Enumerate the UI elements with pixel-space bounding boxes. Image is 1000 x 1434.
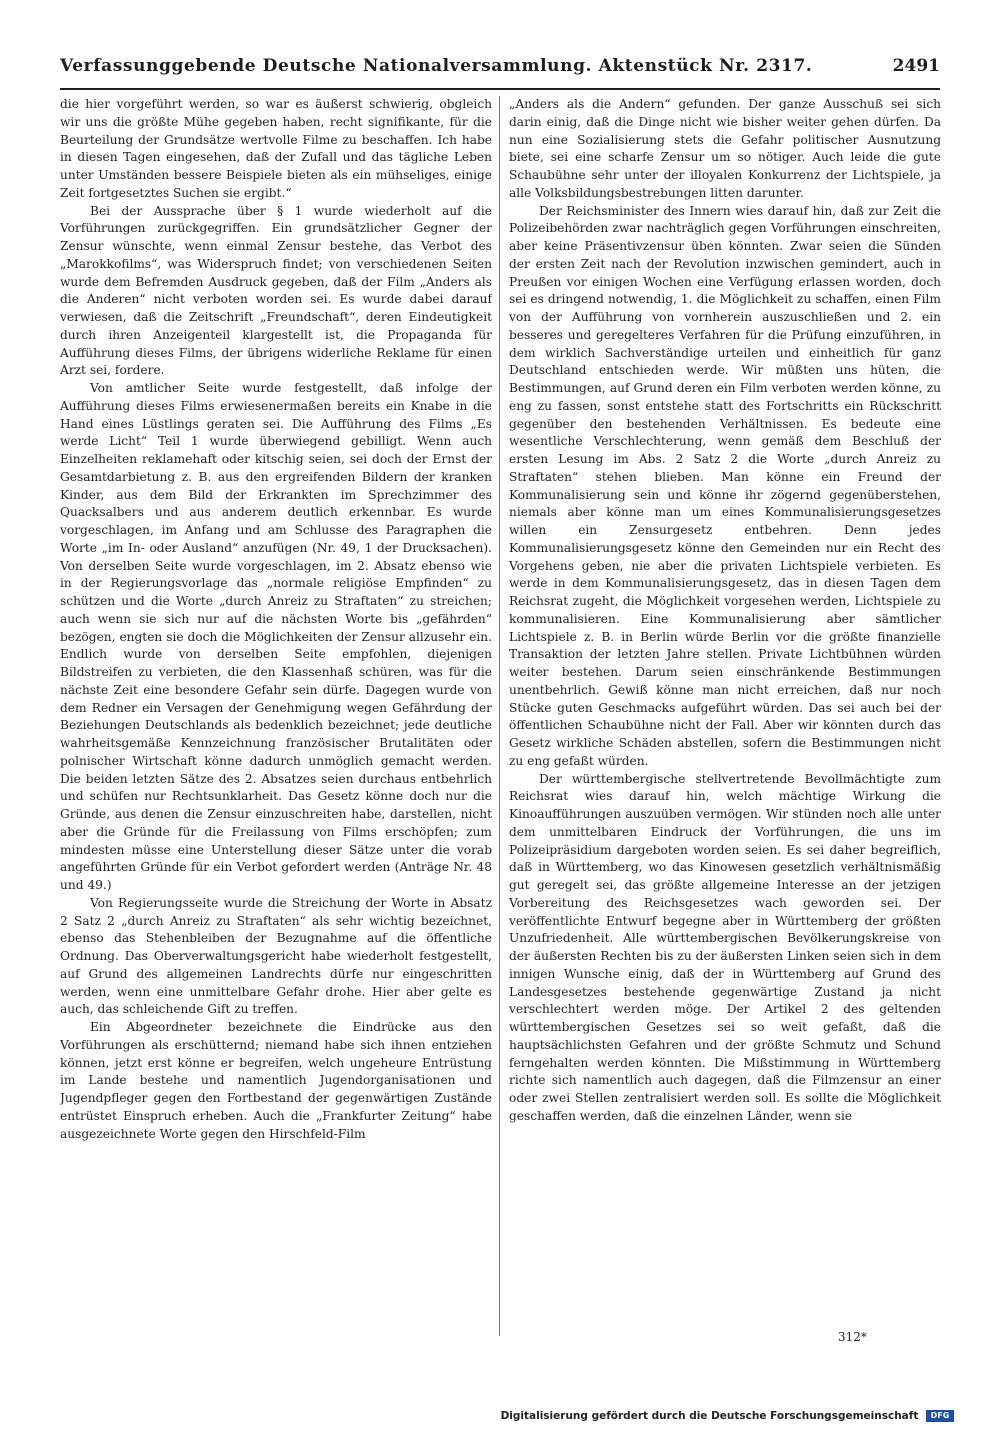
right-paragraph-1: „Anders als die Andern“ gefunden. Der ganze Ausschuß sei sich darin einig, daß die Dinge nicht wie bisher weiter gehen dürfen. Da nun eine Sozialisierung stets die Gefahr politischer Ausnutzung biete, sei eine scharfe Zensur um so nötiger. Auch leide die gute Schaubühne sehr unter der illoyalen Konkurrenz der Lichtspiele, ja alle Volksbildungsbestrebungen litten darunter.: [509, 97, 941, 200]
right-column: [509, 96, 941, 1346]
header-title: Verfassunggebende Deutsche Nationalversammlung. Aktenstück Nr. 2317.: [60, 56, 813, 76]
page-number: 2491: [892, 56, 940, 76]
left-paragraph-1: die hier vorgeführt werden, so war es äußerst schwierig, obgleich wir uns die größte Mühe gegeben haben, recht signifikante, für die Beurteilung der Grundsätze wertvolle Filme zu beschaffen. Ich habe in diesen Tagen eingesehen, daß der Zufall und das tägliche Leben unter Umständen bessere Beispiele bieten als ein mühseliges, einige Zeit fortgesetztes Suchen sie ergibt.“: [60, 97, 492, 200]
left-paragraph-5: Ein Abgeordneter bezeichnete die Eindrücke aus den Vorführungen als erschütternd; niemand habe sich ihnen entziehen können, jetzt erst könne er begreifen, welch ungeheure Entrüstung im Lande bestehe und namentlich Jugendorganisationen und Jugendpfleger gegen den Fortbestand der gegenwärtigen Zustände entrüstet Einspruch erheben. Auch die „Frankfurter Zeitung“ habe ausgezeichnete Worte gegen den Hirschfeld-Film: [60, 1020, 492, 1141]
dfg-logo-icon: DFG: [926, 1410, 954, 1422]
signature-mark: 312*: [838, 1330, 867, 1344]
left-paragraph-4: Von Regierungsseite wurde die Streichung der Worte in Absatz 2 Satz 2 „durch Anreiz zu Straftaten“ als sehr wichtig bezeichnet, ebenso das Stehenbleiben der Bezugnahme auf die öffentliche Ordnung. Das Oberverwaltungsgericht habe wiederholt festgestellt, auf Grund des allgemeinen Landrechts dürfe nur eingeschritten werden, wenn eine unmittelbare Gefahr drohe. Hier aber gelte es auch, das schleichende Gift zu treffen.: [60, 895, 492, 1017]
footer-note: [501, 1410, 954, 1422]
column-divider: [499, 96, 500, 1336]
left-column: [60, 96, 492, 1346]
header-rule: [60, 88, 940, 90]
right-paragraph-2: Der Reichsminister des Innern wies darauf hin, daß zur Zeit die Polizeibehörden zwar nachträglich gegen Vorführungen einschreiten, aber keine Präsentivzensur üben könnten. Zwar seien die Sünden der ersten Zeit nach der Revolution inzwischen gemindert, auch in Preußen vor einigen Wochen eine Verfügung erlassen worden, doch sei es dringend notwendig, 1. die Möglichkeit zu schaffen, einen Film von der Aufführung von vornherein auszuschließen und 2. ein besseres und geregelteres Verfahren für die Prüfung einzuführen, in dem wirklich Sachverständige urteilen und einheitlich für ganz Deutschland entschieden werde. Wir müßten uns hüten, die Bestimmungen, auf Grund deren ein Film verboten werden könne, zu eng zu fassen, sonst entstehe statt des Fortschritts ein Rückschritt gegenüber den bestehenden Verhältnissen. Es bedeute eine wesentliche Verschlechterung, wenn gemäß dem Beschluß der ersten Lesung im Abs. 2 Satz 2 die Worte „durch Anreiz zu Straftaten“ stehen blieben. Man könne ein Freund der Kommunalisierung sein und könne ihr zögernd gegenüberstehen, niemals aber könne man um eines Kommunalisierungsgesetzes willen ein Zensurgesetz entbehren. Denn jedes Kommunalisierungsgesetz könne den Gemeinden nur ein Recht des Vorgehens geben, nie aber die privaten Lichtspiele verbieten. Es werde in dem Kommunalisierungsgesetz, das in diesen Tagen dem Reichsrat zugeht, die Möglichkeit vorgesehen werden, Lichtspiele zu kommunalisieren. Eine Kommunalisierung aber sämtlicher Lichtspiele z. B. in Berlin würde Berlin vor die größte finanzielle Transaktion der letzten Jahre stellen. Private Lichtbühnen würden weiter bestehen. Darum seien einschränkende Bestimmungen unentbehrlich. Gewiß könne man nicht erreichen, daß nur noch Stücke guten Geschmacks aufgeführt würden. Das sei auch bei der öffentlichen Schaubühne nicht der Fall. Aber wir könnten durch das Gesetz wirkliche Schäden abstellen, sofern die Bestimmungen nicht zu eng gefaßt würden.: [509, 203, 941, 768]
left-paragraph-2: Bei der Aussprache über § 1 wurde wiederholt auf die Vorführungen zurückgegriffen. Ein grundsätzlicher Gegner der Zensur wünschte, wenn einmal Zensur bestehe, das Verbot des „Marokkofilms“, was Widerspruch findet; von verschiedenen Seiten wurde dem Befremden Ausdruck gegeben, daß der Film „Anders als die Anderen“ nicht verboten worden sei. Es wurde dabei darauf verwiesen, daß die Zeitschrift „Freundschaft“, deren Eindeutigkeit durch ihren Anzeigenteil klargestellt ist, die Propaganda für Aufführung dieses Films, der übrigens widerliche Reklame für einen Arzt sei, fordere.: [60, 203, 492, 378]
left-paragraph-3: Von amtlicher Seite wurde festgestellt, daß infolge der Aufführung dieses Films erwiesenermaßen bereits ein Knabe in die Hand eines Lüstlings geraten sei. Die Aufführung des Films „Es werde Licht“ Teil 1 wurde überwiegend gebilligt. Wenn auch Einzelheiten reklamehaft oder kitschig seien, sei doch der Ernst der Gesamtdarbietung z. B. aus den ergreifenden Bildern der kranken Kinder, aus dem Bild der Erkrankten im Sprechzimmer des Quacksalbers und aus anderem deutlich erkennbar. Es wurde vorgeschlagen, im Anfang und am Schlusse des Paragraphen die Worte „im In- oder Ausland“ anzufügen (Nr. 49, 1 der Drucksachen). Von derselben Seite wurde vorgeschlagen, im 2. Absatz ebenso wie in der Regierungsvorlage das „normale religiöse Empfinden“ zu schützen und die Worte „durch Anreiz zu Straftaten“ zu streichen; auch wenn sie sich nur auf die nächsten Worte bis „gefährden“ bezögen, engten sie doch die Möglichkeiten der Zensur allzusehr ein. Endlich wurde von derselben Seite empfohlen, diejenigen Bildstreifen zu verbieten, die den Klassenhaß schüren, was für die nächste Zeit eine besondere Gefahr sein dürfe. Dagegen wurde von dem Redner ein Versagen der Genehmigung wegen Gefährdung der Beziehungen Deutschlands als bedenklich bezeichnet; jede deutliche wahrheitsgemäße Kennzeichnung französischer Brutalitäten oder polnischer Wirtschaft könne dadurch unmöglich gemacht werden. Die beiden letzten Sätze des 2. Absatzes seien durchaus entbehrlich und schüfen nur Rechtsunklarheit. Das Gesetz könne doch nur die Gründe, aus denen die Zensur einzuschreiten habe, darstellen, nicht aber die Gründe für die Freilassung von Films erschöpfen; zum mindesten müsse eine Unterstellung dieser Sätze unter die vorab angeführten Gründe für ein Verbot gefordert werden (Anträge Nr. 48 und 49.): [60, 381, 492, 892]
footer-text: Digitalisierung gefördert durch die Deutsche Forschungsgemeinschaft: [500, 1410, 919, 1422]
page-header: [60, 56, 940, 86]
right-paragraph-3: Der württembergische stellvertretende Bevollmächtigte zum Reichsrat wies darauf hin, welch mächtige Wirkung die Kinoaufführungen auszuüben vermögen. Wir stünden noch alle unter dem unmittelbaren Eindruck der Vorführungen, die uns im Polizeipräsidium dargeboten worden seien. Es sei daher begreiflich, daß in Württemberg, wo das Kinowesen gesetzlich verhältnismäßig gut geregelt sei, das größte allgemeine Interesse an der jetzigen Vorbereitung des Reichsgesetzes wach geworden sei. Der veröffentlichte Entwurf begegne aber in Württemberg der größten Unzufriedenheit. Alle württembergischen Bevölkerungskreise von der äußersten Rechten bis zu der äußersten Linken seien sich in dem innigen Wunsche einig, daß der in Württemberg auf Grund des Landesgesetzes bestehende gegenwärtige Zustand ja nicht verschlechtert werden möge. Der Artikel 2 des geltenden württembergischen Gesetzes sei so weit gefaßt, daß die hauptsächlichsten Gefahren und der größte Schmutz und Schund ferngehalten werden könnten. Die Mißstimmung in Württemberg richte sich namentlich auch dagegen, daß die Filmzensur an einer oder zwei Stellen zentralisiert werden soll. Es sollte die Möglichkeit geschaffen werden, daß die einzelnen Länder, wenn sie: [509, 771, 941, 1123]
